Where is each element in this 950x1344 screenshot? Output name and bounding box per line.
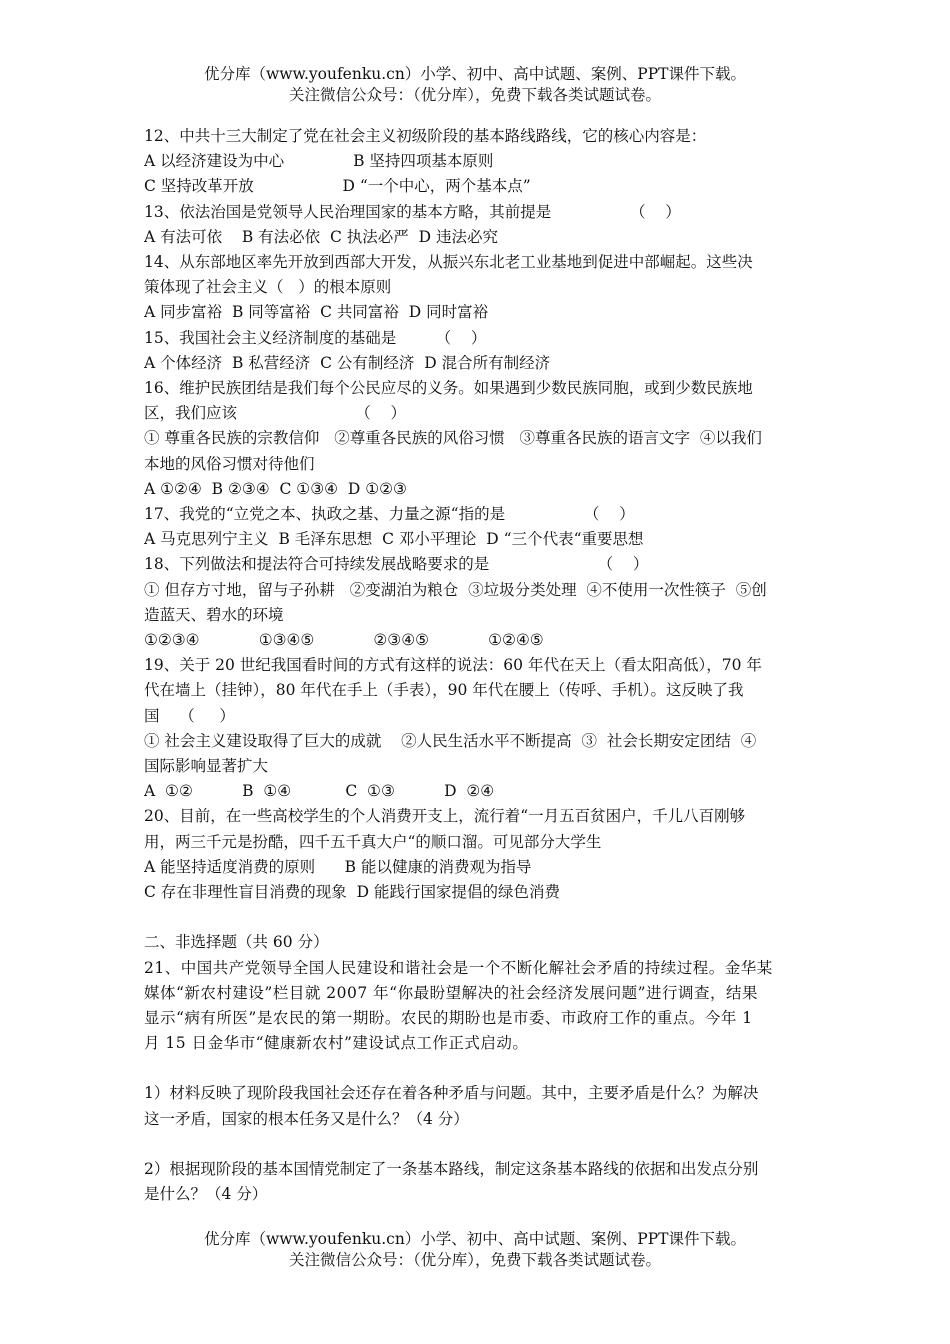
q18-items-1: ① 但存方寸地，留与子孙耕 ②变湖泊为粮仓 ③垃圾分类处理 ④不使用一次性筷子 ⑤创 [144, 580, 767, 599]
q21-sub1-line-1: 1）材料反映了现阶段我国社会还存在着各种矛盾与问题。其中，主要矛盾是什么？为解决 [144, 1084, 759, 1103]
spacer [144, 1056, 814, 1081]
q19-options: A ①② B ①④ C ①③ D ②④ [144, 782, 495, 801]
q16-items-1: ① 尊重各民族的宗教信仰 ②尊重各民族的风俗习惯 ③尊重各民族的语言文字 ④以我们 [144, 429, 762, 448]
q19-stem-3: 国 （ ） [144, 706, 235, 725]
q20-options-cd: C 存在非理性盲目消费的现象 D 能践行国家提倡的绿色消费 [144, 883, 560, 902]
q21-sub2-line-2: 是什么？（4 分） [144, 1184, 268, 1203]
footer-line-1: 优分库（www.youfenku.cn）小学、初中、高中试题、案例、PPT课件下载。 [203, 1230, 747, 1248]
q19-items-2: 国际影响显著扩大 [144, 757, 269, 776]
q21-material-1: 21、中国共产党领导全国人民建设和谐社会是一个不断化解社会矛盾的持续过程。金华某 [144, 958, 773, 977]
q19-stem-2: 代在墙上（挂钟），80 年代在手上（手表），90 年代在腰上（传呼、手机）。这反映了我 [144, 681, 744, 700]
q15-stem: 15、我国社会主义经济制度的基础是 （ ） [144, 328, 487, 347]
q21-material-2: 媒体“新农村建设”栏目就 2007 年“你最盼望解决的社会经济发展问题”进行调查，结果 [144, 983, 758, 1002]
q13-stem: 13、依法治国是党领导人民治理国家的基本方略，其前提是 （ ） [144, 202, 681, 221]
q18-options: ①②③④ ①③④⑤ ②③④⑤ ①②④⑤ [144, 631, 544, 650]
section-2-title: 二、非选择题（共 60 分） [144, 933, 329, 952]
q12-options-cd: C 坚持改革开放 D “一个中心，两个基本点” [144, 177, 531, 196]
q16-options: A ①②④ B ②③④ C ①③④ D ①②③ [144, 479, 407, 498]
q20-options-ab: A 能坚持适度消费的原则 B 能以健康的消费观为指导 [144, 857, 532, 876]
q21-sub2-line-1: 2）根据现阶段的基本国情党制定了一条基本路线，制定这条基本路线的依据和出发点分别 [144, 1159, 759, 1178]
footer-line-2: 关注微信公众号：（优分库），免费下载各类试题试卷。 [288, 1251, 661, 1269]
q16-stem-1: 16、维护民族团结是我们每个公民应尽的义务。如果遇到少数民族同胞，或到少数民族地 [144, 379, 753, 398]
q12-options-ab: A 以经济建设为中心 B 坚持四项基本原则 [144, 152, 494, 171]
spacer [144, 905, 814, 930]
q18-stem: 18、下列做法和提法符合可持续发展战略要求的是 （ ） [144, 555, 649, 574]
q19-stem-1: 19、关于 20 世纪我国看时间的方式有这样的说法：60 年代在天上（看太阳高低），70 年 [144, 656, 762, 675]
q12-stem: 12、中共十三大制定了党在社会主义初级阶段的基本路线路线，它的核心内容是： [144, 127, 707, 145]
q16-stem-2: 区，我们应该 （ ） [144, 404, 406, 423]
header-line-1: 优分库（www.youfenku.cn）小学、初中、高中试题、案例、PPT课件下载。 [203, 65, 747, 83]
q18-items-2: 造蓝天、碧水的环境 [144, 605, 284, 624]
q14-stem-2: 策体现了社会主义（ ）的根本原则 [144, 278, 392, 297]
q15-options: A 个体经济 B 私营经济 C 公有制经济 D 混合所有制经济 [144, 353, 551, 372]
q14-options: A 同步富裕 B 同等富裕 C 共同富裕 D 同时富裕 [144, 303, 489, 322]
spacer [144, 1132, 814, 1157]
q19-items-1: ① 社会主义建设取得了巨大的成就 ②人民生活水平不断提高 ③ 社会长期安定团结 ④ [144, 731, 757, 750]
q16-items-2: 本地的风俗习惯对待他们 [144, 454, 315, 473]
page-footer [0, 1229, 950, 1271]
q20-stem-1: 20、目前，在一些高校学生的个人消费开支上，流行着“一月五百贫困户，千儿八百刚够 [144, 807, 746, 826]
q21-sub1-line-2: 这一矛盾，国家的根本任务又是什么？（4 分） [144, 1109, 469, 1128]
q21-material-3: 显示“病有所医”是农民的第一期盼。农民的期盼也是市委、市政府工作的重点。今年 1 [144, 1008, 753, 1027]
header-line-2: 关注微信公众号：（优分库），免费下载各类试题试卷。 [288, 86, 661, 104]
document-body [144, 124, 814, 1207]
q17-stem: 17、我党的“立党之本、执政之基、力量之源“指的是 （ ） [144, 505, 635, 524]
q13-options: A 有法可依 B 有法必依 C 执法必严 D 违法必究 [144, 227, 498, 246]
q21-material-4: 月 15 日金华市“健康新农村”建设试点工作正式启动。 [144, 1034, 529, 1053]
q17-options: A 马克思列宁主义 B 毛泽东思想 C 邓小平理论 D “三个代表“重要思想 [144, 530, 644, 549]
q20-stem-2: 用，两三千元是扮酷，四千五千真大户“的顺口溜。可见部分大学生 [144, 832, 602, 851]
q14-stem-1: 14、从东部地区率先开放到西部大开发，从振兴东北老工业基地到促进中部崛起。这些决 [144, 253, 753, 272]
page-header [0, 64, 950, 106]
